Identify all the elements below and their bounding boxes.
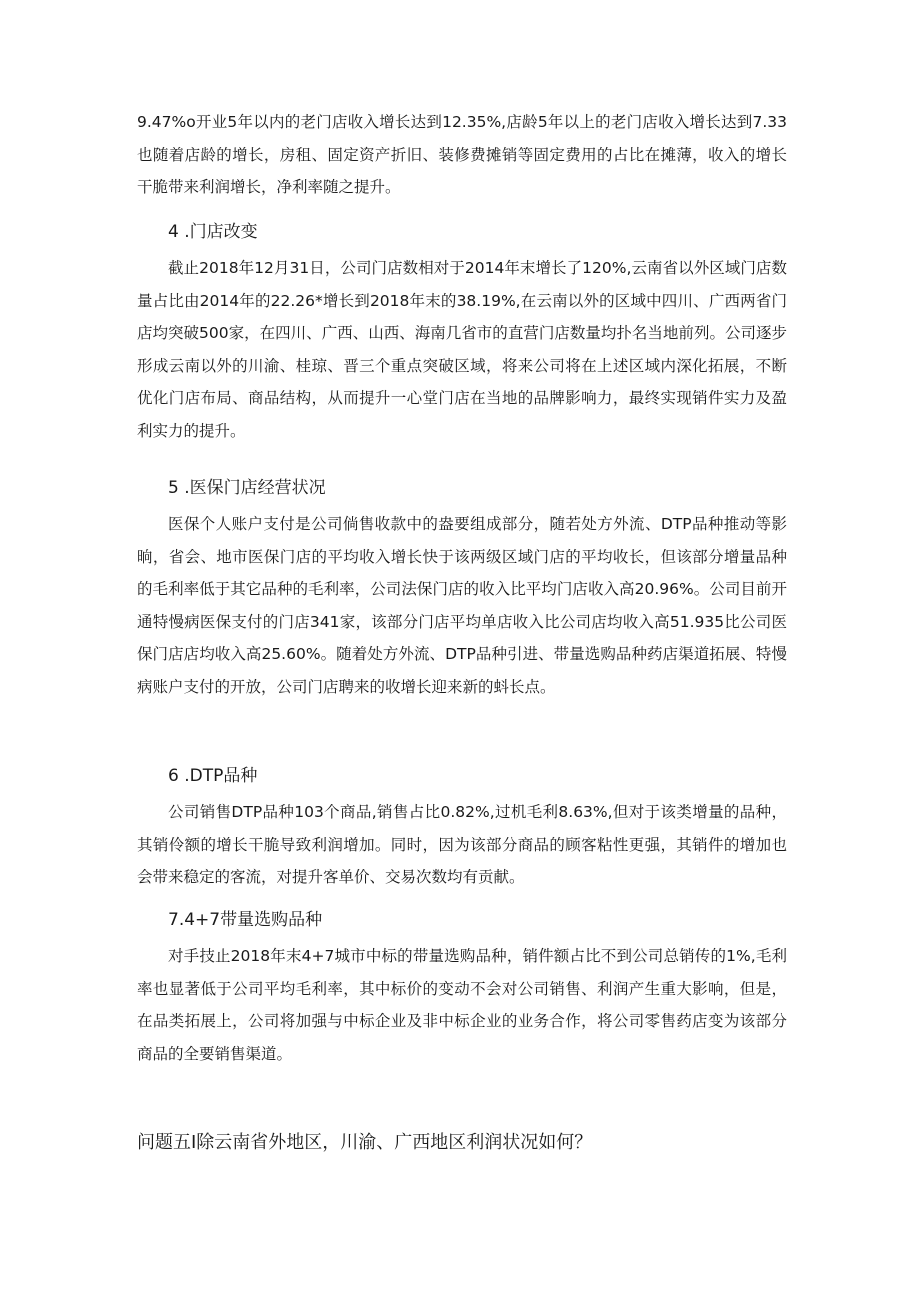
section-heading-dtp-products: 6 .DTP品种 bbox=[168, 766, 258, 786]
paragraph-store-age-growth: 9.47%o开业5年以内的老门店收入增长达到12.35%,店龄5年以上的老门店收入增长达到7.33也随着店龄的增长，房租、固定资产折旧、装修费摊销等固定费用的占比在摊薄，收入的增长干脆带来利润增长，净利率随之提升。 bbox=[137, 113, 787, 196]
question-five: 问题五I除云南省外地区，川渝、广西地区利润状况如何？ bbox=[137, 1132, 593, 1153]
section-heading-volume-procurement: 7.4+7带量选购品种 bbox=[168, 910, 323, 930]
section-heading-store-change: 4 .门店改变 bbox=[168, 222, 258, 242]
section-body-dtp-products: 公司销售DTP品种103个商品,销售占比0.82%,过机毛利8.63%,但对于该类增量的品种，其销伶额的增长干脆导致利润增加。同时，因为该部分商品的顾客粘性更强，其销件的增加也会带来稳定的客流，对提升客单价、交易次数均有贡献。 bbox=[137, 803, 787, 886]
section-body-medical-insurance-stores: 医保个人账户支付是公司倘售收款中的盎要组成部分，随若处方外流、DTP品种推动等影晌，省会、地市医保门店的平均收入增长快于该两级区域门店的平均收长，但该部分增量品种的毛利率低于其它品种的毛利率，公司法保门店的收入比平均门店收入高20.96%。公司目前开通特慢病医保支付的门店341家，该部分门店平均单店收入比公司店均收入高51.935比公司医保门店店均收入高25.60%。随着处方外流、DTP品种引进、带量选购品种药店渠道拓展、特慢病账户支付的开放，公司门店聘来的收增长迎来新的蚪长点。 bbox=[137, 515, 787, 696]
section-body-store-change: 截止2018年12月31日，公司门店数相对于2014年末增长了120%,云南省以外区域门店数量占比由2014年的22.26*增长到2018年末的38.19%,在云南以外的区域中四川、广西两省门店均突破500家，在四川、广西、山西、海南几省市的直营门店数量均扑名当地前列。公司逐步形成云南以外的川渝、桂琼、晋三个重点突破区域，将来公司将在上述区域内深化拓展，不断优化门店布局、商品结构，从而提升一心堂门店在当地的品牌影响力，最终实现销件实力及盈利实力的提升。 bbox=[137, 259, 787, 440]
section-body-volume-procurement: 对手技止2018年末4+7城市中标的带量选购品种，销件额占比不到公司总销传的1%,毛利率也显著低于公司平均毛利率，其中标价的变动不会对公司销售、利润产生重大影响，但是，在品类拓展上，公司将加强与中标企业及非中标企业的业务合作，将公司零售药店变为该部分商品的全要销售渠道。 bbox=[137, 947, 787, 1063]
section-heading-medical-insurance-stores: 5 .医保门店经营状况 bbox=[168, 478, 326, 498]
